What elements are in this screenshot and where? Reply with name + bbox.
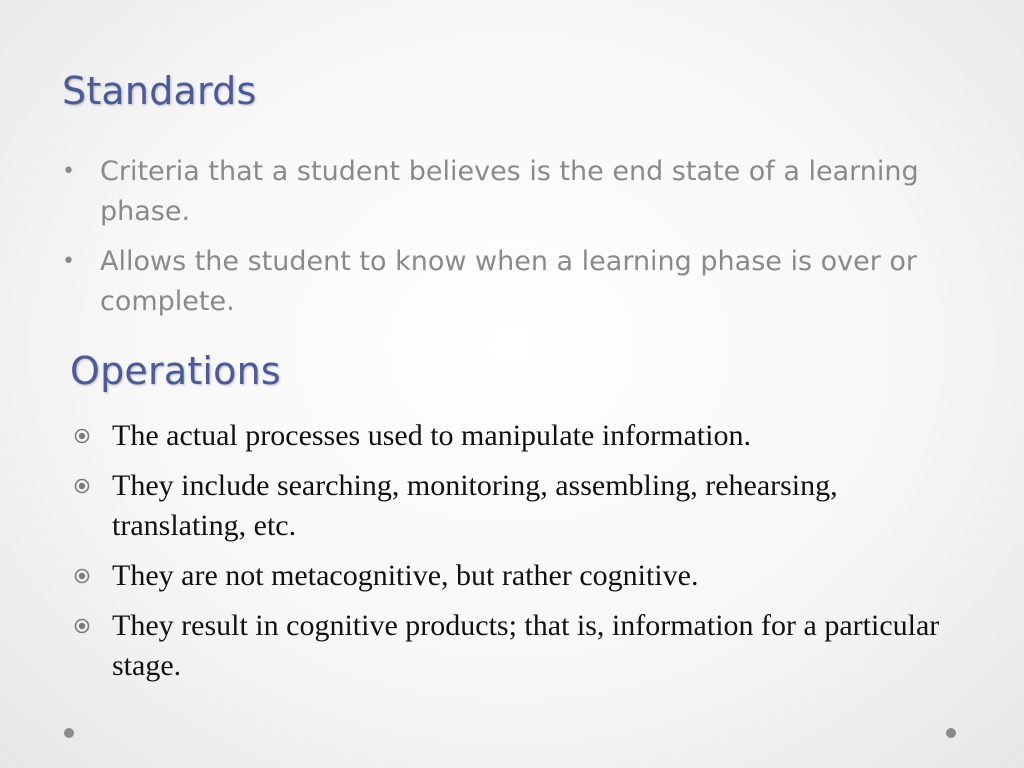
operations-item-text: They result in cognitive products; that is, information for a particular stage.	[112, 609, 940, 682]
ring-bullet-icon	[74, 428, 90, 444]
ring-bullet-icon	[74, 618, 90, 634]
standards-item-text: Allows the student to know when a learning phase is over or complete.	[100, 246, 918, 317]
dot-icon	[946, 728, 956, 738]
dot-bullet-icon: •	[62, 159, 75, 184]
operations-list-item	[72, 416, 942, 456]
operations-list	[72, 416, 942, 696]
operations-item-text: The actual processes used to manipulate information.	[112, 419, 751, 452]
standards-list	[62, 152, 977, 332]
operations-list-item	[72, 466, 942, 546]
standards-item-text: Criteria that a student believes is the end state of a learning phase.	[100, 156, 919, 227]
operations-list-item	[72, 606, 942, 686]
operations-list-item	[72, 556, 942, 596]
operations-title: Operations	[70, 349, 281, 393]
ring-bullet-icon	[74, 478, 90, 494]
dot-bullet-icon: •	[62, 249, 75, 274]
standards-title: Standards	[62, 69, 257, 113]
standards-list-item	[62, 242, 977, 322]
ring-bullet-icon	[74, 568, 90, 584]
operations-item-text: They include searching, monitoring, assembling, rehearsing, translating, etc.	[112, 469, 838, 542]
standards-list-item	[62, 152, 977, 232]
dot-icon	[64, 728, 74, 738]
operations-item-text: They are not metacognitive, but rather cognitive.	[112, 559, 699, 592]
